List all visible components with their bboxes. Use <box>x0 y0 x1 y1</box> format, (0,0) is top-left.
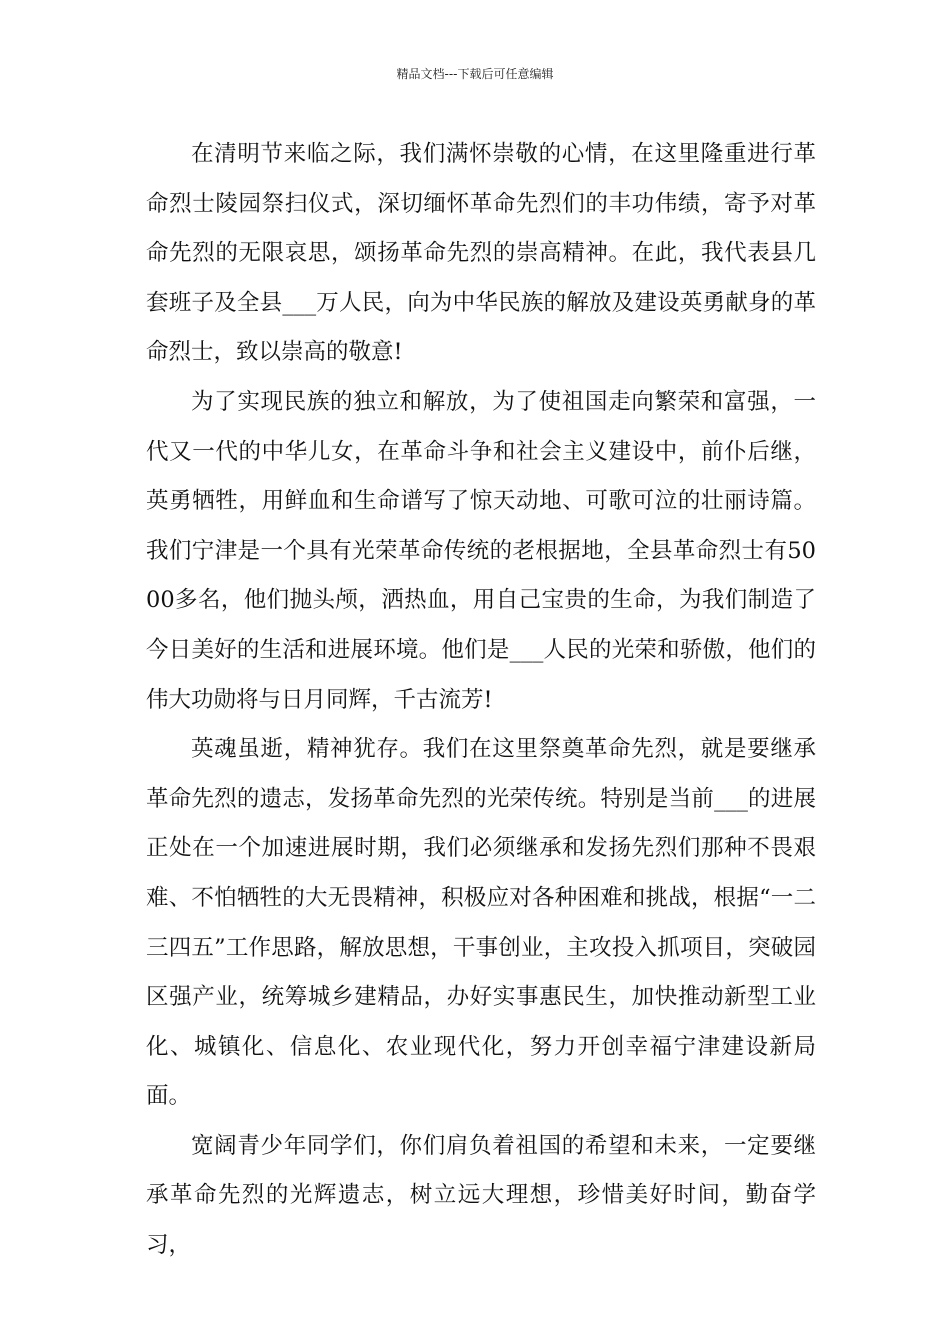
paragraph-3: 英魂虽逝，精神犹存。我们在这里祭奠革命先烈，就是要继承革命先烈的遗志，发扬革命先烈的光荣传统。特别是当前___的进展正处在一个加速进展时期，我们必须继承和发扬先烈们那种不畏艰难、不怕牺牲的大无畏精神，积极应对各种困难和挑战，根据“一二三四五”工作思路，解放思想，干事创业，主攻投入抓项目，突破园区强产业，统筹城乡建精品，办好实事惠民生，加快推动新型工业化、城镇化、信息化、农业现代化，努力开创幸福宁津建设新局面。 <box>146 736 816 1110</box>
paragraph-1: 在清明节来临之际，我们满怀崇敬的心情，在这里隆重进行革命烈士陵园祭扫仪式，深切缅怀革命先烈们的丰功伟绩，寄予对革命先烈的无限哀思，颂扬革命先烈的崇高精神。在此，我代表县几套班子及全县___万人民，向为中华民族的解放及建设英勇献身的革命烈士，致以崇高的敬意! <box>146 141 816 366</box>
paragraph-2: 为了实现民族的独立和解放，为了使祖国走向繁荣和富强，一代又一代的中华儿女，在革命斗争和社会主义建设中，前仆后继，英勇牺牲，用鲜血和生命谱写了惊天动地、可歌可泣的壮丽诗篇。我们宁津是一个具有光荣革命传统的老根据地，全县革命烈士有5000多名，他们抛头颅，洒热血，用自己宝贵的生命，为我们制造了今日美好的生活和进展环境。他们是___人民的光荣和骄傲，他们的伟大功勋将与日月同辉，千古流芳! <box>146 388 816 713</box>
document-body <box>146 130 816 1271</box>
paragraph-4: 宽阔青少年同学们，你们肩负着祖国的希望和未来，一定要继承革命先烈的光辉遗志，树立远大理想，珍惜美好时间，勤奋学习， <box>146 1132 816 1259</box>
page-header: 精品文档---下载后可任意编辑 <box>396 67 554 81</box>
